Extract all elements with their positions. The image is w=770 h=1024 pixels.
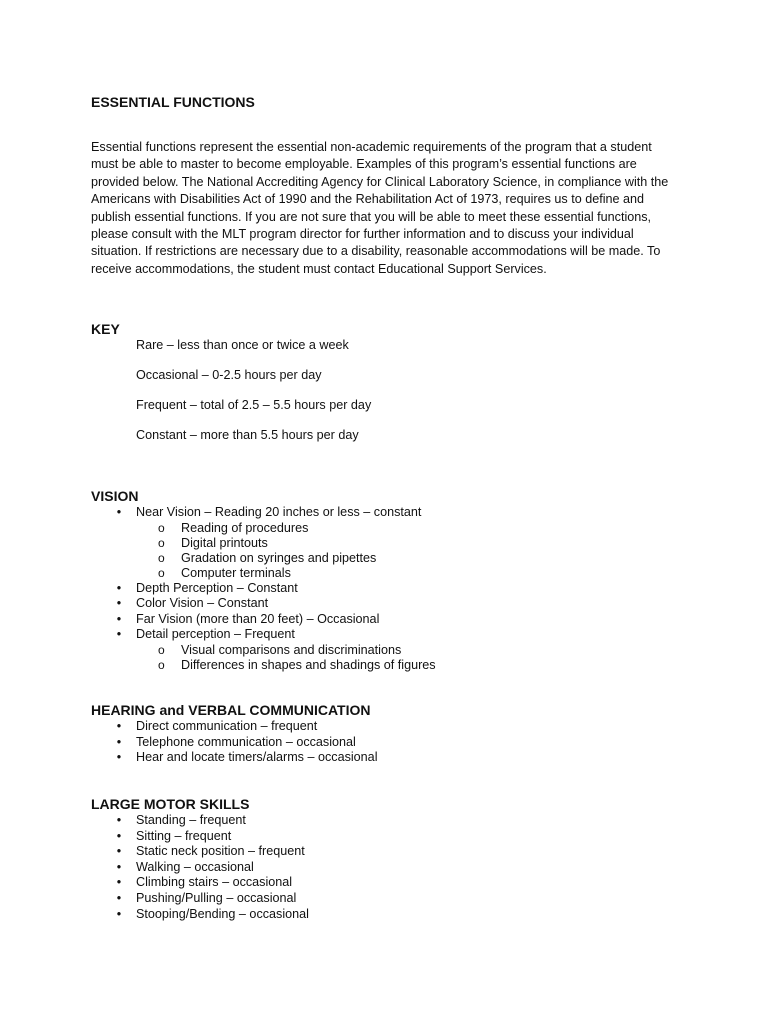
motor-list: [112, 813, 309, 922]
circle-bullet-icon: o: [158, 565, 165, 580]
bullet-icon: •: [116, 906, 122, 921]
document-title: ESSENTIAL FUNCTIONS: [91, 94, 255, 110]
sub-list-item-text: Visual comparisons and discriminations: [181, 642, 402, 657]
sub-list: [136, 521, 436, 581]
sub-list-item-text: Digital printouts: [181, 535, 268, 550]
list-item: [112, 735, 378, 751]
list-item-text: Sitting – frequent: [136, 828, 232, 843]
vision-heading: VISION: [91, 488, 139, 504]
key-item-constant: Constant – more than 5.5 hours per day: [136, 428, 359, 442]
list-item: [112, 612, 436, 628]
hearing-list: [112, 719, 378, 766]
sub-list: [136, 643, 436, 673]
circle-bullet-icon: o: [158, 550, 165, 565]
intro-line: please consult with the MLT program director for further information and to discuss your individual: [91, 227, 634, 242]
list-item-text: Stooping/Bending – occasional: [136, 906, 309, 921]
list-item-text: Walking – occasional: [136, 859, 254, 874]
list-item-text: Far Vision (more than 20 feet) – Occasional: [136, 611, 380, 626]
list-item-text: Static neck position – frequent: [136, 844, 305, 859]
list-item: [112, 596, 436, 612]
bullet-icon: •: [116, 890, 122, 905]
list-item-text: Telephone communication – occasional: [136, 734, 356, 749]
list-item-text: Climbing stairs – occasional: [136, 875, 293, 890]
intro-line: must be able to master to become employable. Examples of this program’s essential functions are: [91, 157, 637, 172]
key-item-occasional: Occasional – 0-2.5 hours per day: [136, 368, 322, 382]
sub-list-item-text: Gradation on syringes and pipettes: [181, 550, 377, 565]
list-item: [112, 844, 309, 860]
bullet-icon: •: [116, 828, 122, 843]
bullet-icon: •: [116, 813, 122, 827]
bullet-icon: •: [116, 844, 122, 859]
sub-list-item: [136, 566, 436, 581]
list-item: [112, 907, 309, 923]
motor-heading: LARGE MOTOR SKILLS: [91, 796, 250, 812]
list-item-text: Direct communication – frequent: [136, 719, 318, 733]
key-item-frequent: Frequent – total of 2.5 – 5.5 hours per day: [136, 398, 372, 412]
bullet-icon: •: [116, 875, 122, 890]
circle-bullet-icon: o: [158, 642, 165, 657]
sub-list-item-text: Reading of procedures: [181, 520, 309, 535]
intro-line: receive accommodations, the student must contact Educational Support Services.: [91, 261, 547, 276]
sub-list-item-text: Computer terminals: [181, 565, 291, 580]
intro-line: Americans with Disabilities Act of 1990 and the Rehabilitation Act of 1973, requires us to define and: [91, 192, 645, 207]
intro-line: situation. If restrictions are necessary due to a disability, reasonable accommodations will be made. To: [91, 244, 661, 259]
list-item: [112, 581, 436, 597]
bullet-icon: •: [116, 627, 122, 642]
list-item-text: Depth Perception – Constant: [136, 580, 298, 595]
list-item: [112, 860, 309, 876]
list-item-text: Pushing/Pulling – occasional: [136, 890, 297, 905]
key-item-rare: Rare – less than once or twice a week: [136, 338, 349, 352]
bullet-icon: •: [116, 859, 122, 874]
list-item: [112, 627, 436, 673]
sub-list-item: [136, 551, 436, 566]
intro-line: Essential functions represent the essential non-academic requirements of the program that a student: [91, 140, 652, 154]
circle-bullet-icon: o: [158, 520, 165, 535]
bullet-icon: •: [116, 734, 122, 749]
hearing-heading: HEARING and VERBAL COMMUNICATION: [91, 702, 371, 718]
bullet-icon: •: [116, 750, 122, 765]
bullet-icon: •: [116, 505, 122, 519]
intro-line: provided below. The National Accrediting Agency for Clinical Laboratory Science, in compliance with the: [91, 174, 669, 189]
sub-list-item: [136, 536, 436, 551]
circle-bullet-icon: o: [158, 535, 165, 550]
sub-list-item: [136, 658, 436, 673]
intro-paragraph: [91, 139, 691, 278]
key-list: [136, 338, 371, 458]
list-item-text: Color Vision – Constant: [136, 596, 269, 611]
list-item: [112, 719, 378, 735]
vision-list: [112, 505, 436, 673]
bullet-icon: •: [116, 596, 122, 611]
intro-line: publish essential functions. If you are not sure that you will be able to meet these essential functions,: [91, 209, 652, 224]
list-item: [112, 829, 309, 845]
sub-list-item: [136, 643, 436, 658]
list-item: [112, 505, 436, 581]
list-item-text: Standing – frequent: [136, 813, 246, 827]
sub-list-item-text: Differences in shapes and shadings of figures: [181, 657, 436, 672]
circle-bullet-icon: o: [158, 657, 165, 672]
key-heading: KEY: [91, 321, 120, 337]
list-item-text: Hear and locate timers/alarms – occasional: [136, 750, 378, 765]
list-item: [112, 875, 309, 891]
bullet-icon: •: [116, 719, 122, 733]
list-item-text: Near Vision – Reading 20 inches or less – constant: [136, 505, 422, 519]
list-item: [112, 750, 378, 766]
list-item: [112, 813, 309, 829]
bullet-icon: •: [116, 611, 122, 626]
list-item: [112, 891, 309, 907]
sub-list-item: [136, 521, 436, 536]
list-item-text: Detail perception – Frequent: [136, 627, 295, 642]
bullet-icon: •: [116, 580, 122, 595]
